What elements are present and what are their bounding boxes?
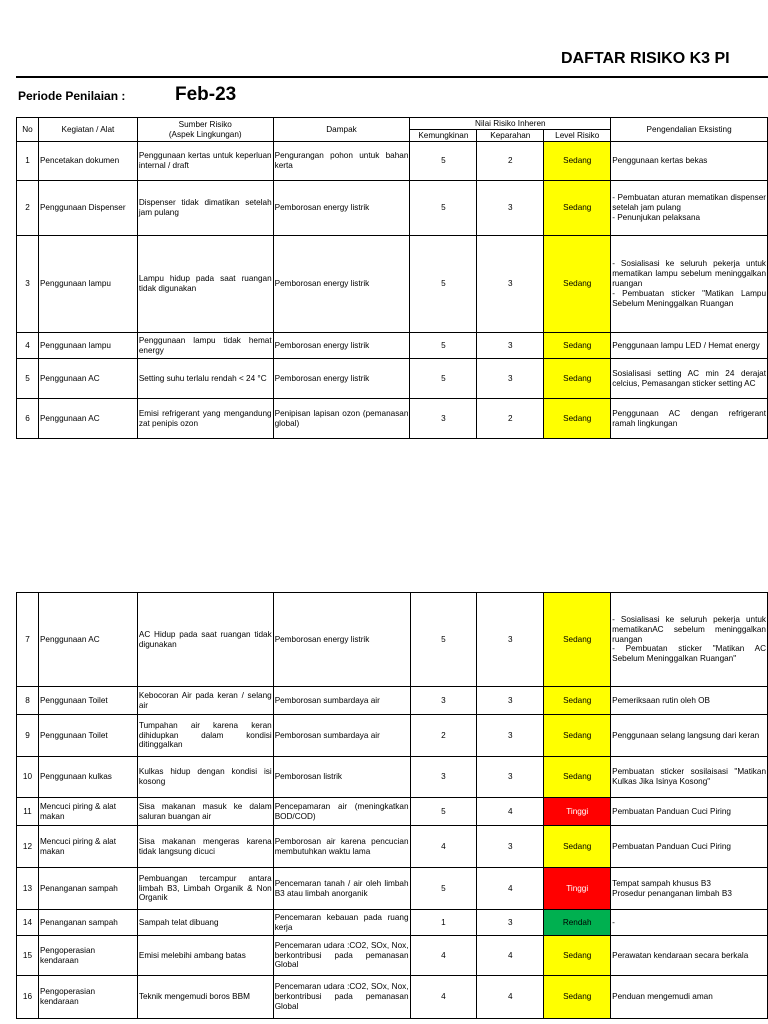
row-no: 13 [17, 868, 39, 910]
row-sumber: Sisa makanan mengeras karena tidak langsung dicuci [137, 826, 273, 868]
table-body-top [17, 142, 768, 439]
table-row [17, 798, 768, 826]
row-no: 3 [17, 236, 39, 333]
row-dampak: Pengurangan pohon untuk bahan kerta [273, 142, 410, 181]
table-row [17, 910, 768, 936]
row-sumber: Sisa makanan masuk ke dalam saluran buangan air [137, 798, 273, 826]
row-kemungkinan: 3 [410, 757, 477, 798]
row-kemungkinan: 4 [410, 976, 477, 1019]
row-level: Sedang [544, 359, 611, 399]
row-no: 16 [17, 976, 39, 1019]
table-row [17, 142, 768, 181]
row-level: Tinggi [544, 868, 611, 910]
table-body-bottom [17, 593, 768, 1019]
row-dampak: Pemborosan energy listrik [273, 181, 410, 236]
period-value: Feb-23 [175, 84, 237, 105]
row-sumber: Setting suhu terlalu rendah < 24 °C [137, 359, 273, 399]
row-no: 15 [17, 936, 39, 976]
table-row [17, 593, 768, 687]
row-kemungkinan: 5 [410, 181, 477, 236]
row-pengendalian: Penduan mengemudi aman [611, 976, 768, 1019]
row-pengendalian: Tempat sampah khusus B3 Prosedur penanganan limbah B3 [611, 868, 768, 910]
row-sumber: Lampu hidup pada saat ruangan tidak digunakan [137, 236, 273, 333]
row-keparahan: 2 [477, 142, 544, 181]
row-pengendalian: - Sosialisasi ke seluruh pekerja untuk mematikan lampu sebelum meninggalkan ruangan - Pembuatan sticker "Matikan Lampu Sebelum Meninggalkan Ruangan [611, 236, 768, 333]
header-kemungkinan: Kemungkinan [410, 130, 477, 142]
row-level: Sedang [544, 757, 611, 798]
table-row [17, 715, 768, 757]
row-keparahan: 3 [477, 687, 544, 715]
header-nilai: Nilai Risiko Inheren [410, 118, 611, 130]
table-row [17, 936, 768, 976]
period-label: Periode Penilaian : [18, 89, 126, 103]
row-kegiatan: Penanganan sampah [38, 910, 137, 936]
row-pengendalian: Pemeriksaan rutin oleh OB [611, 687, 768, 715]
header-sumber [137, 118, 273, 142]
row-dampak: Pencepamaran air (meningkatkan BOD/COD) [273, 798, 410, 826]
row-keparahan: 3 [477, 757, 544, 798]
row-level: Tinggi [544, 798, 611, 826]
row-sumber: Emisi refrigerant yang mengandung zat penipis ozon [137, 399, 273, 439]
row-keparahan: 4 [477, 976, 544, 1019]
row-kegiatan: Penggunaan AC [38, 399, 137, 439]
row-pengendalian: - Sosialisasi ke seluruh pekerja untuk mematikanAC sebelum meninggalkan ruangan - Pembuatan sticker "Matikan AC Sebelum Meninggalkan Ruangan" [611, 593, 768, 687]
row-keparahan: 3 [477, 333, 544, 359]
row-dampak: Pemborosan energy listrik [273, 236, 410, 333]
row-dampak: Pencemaran tanah / air oleh limbah B3 atau limbah anorganik [273, 868, 410, 910]
table-row [17, 236, 768, 333]
row-sumber: AC Hidup pada saat ruangan tidak digunakan [137, 593, 273, 687]
row-dampak: Penipisan lapisan ozon (pemanasan global) [273, 399, 410, 439]
row-kegiatan: Mencuci piring & alat makan [38, 798, 137, 826]
row-no: 6 [17, 399, 39, 439]
row-kemungkinan: 4 [410, 826, 477, 868]
row-kegiatan: Pengoperasian kendaraan [38, 936, 137, 976]
header-sumber-line1: Sumber Risiko [178, 119, 232, 129]
header-no: No [17, 118, 39, 142]
row-kemungkinan: 3 [410, 399, 477, 439]
row-level: Rendah [544, 910, 611, 936]
row-kegiatan: Penggunaan AC [38, 359, 137, 399]
row-no: 1 [17, 142, 39, 181]
row-pengendalian: Sosialisasi setting AC min 24 derajat celcius, Pemasangan sticker setting AC [611, 359, 768, 399]
row-dampak: Pencemaran kebauan pada ruang kerja [273, 910, 410, 936]
table-row [17, 826, 768, 868]
row-level: Sedang [544, 333, 611, 359]
table-row [17, 687, 768, 715]
row-sumber: Emisi melebihi ambang batas [137, 936, 273, 976]
table-row [17, 757, 768, 798]
row-level: Sedang [544, 399, 611, 439]
row-pengendalian: Penggunaan AC dengan refrigerant ramah lingkungan [611, 399, 768, 439]
row-dampak: Pemborosan air karena pencucian membutuhkan waktu lama [273, 826, 410, 868]
row-kemungkinan: 5 [410, 359, 477, 399]
row-level: Sedang [544, 142, 611, 181]
row-keparahan: 3 [477, 910, 544, 936]
row-kegiatan: Penggunaan lampu [38, 236, 137, 333]
row-level: Sedang [544, 936, 611, 976]
row-dampak: Pencemaran udara :CO2, SOx, Nox, berkontribusi pada pemanasan Global [273, 936, 410, 976]
row-dampak: Pemborosan energy listrik [273, 333, 410, 359]
row-keparahan: 3 [477, 359, 544, 399]
header-sumber-line2: (Aspek Lingkungan) [168, 129, 242, 139]
row-kegiatan: Mencuci piring & alat makan [38, 826, 137, 868]
row-keparahan: 2 [477, 399, 544, 439]
row-kemungkinan: 1 [410, 910, 477, 936]
row-sumber: Teknik mengemudi boros BBM [137, 976, 273, 1019]
row-dampak: Pencemaran udara :CO2, SOx, Nox, berkontribusi pada pemanasan Global [273, 976, 410, 1019]
table-row [17, 399, 768, 439]
row-kegiatan: Penggunaan AC [38, 593, 137, 687]
row-level: Sedang [544, 715, 611, 757]
row-dampak: Pemborosan energy listrik [273, 359, 410, 399]
row-pengendalian: Pembuatan Panduan Cuci Piring [611, 798, 768, 826]
row-no: 7 [17, 593, 39, 687]
row-level: Sedang [544, 236, 611, 333]
row-no: 8 [17, 687, 39, 715]
row-no: 4 [17, 333, 39, 359]
row-sumber: Kebocoran Air pada keran / selang air [137, 687, 273, 715]
table-row [17, 181, 768, 236]
header-keparahan: Keparahan [477, 130, 544, 142]
row-level: Sedang [544, 687, 611, 715]
row-keparahan: 3 [477, 593, 544, 687]
row-dampak: Pemborosan listrik [273, 757, 410, 798]
row-pengendalian: Penggunaan kertas bekas [611, 142, 768, 181]
row-level: Sedang [544, 826, 611, 868]
document-title: DAFTAR RISIKO K3 PI [561, 50, 730, 67]
row-kegiatan: Penggunaan Toilet [38, 687, 137, 715]
row-kegiatan: Penggunaan lampu [38, 333, 137, 359]
table-header-row [17, 118, 768, 130]
row-pengendalian: - [611, 910, 768, 936]
row-sumber: Penggunaan kertas untuk keperluan internal / draft [137, 142, 273, 181]
row-kegiatan: Penggunaan kulkas [38, 757, 137, 798]
header-kegiatan: Kegiatan / Alat [38, 118, 137, 142]
row-kemungkinan: 4 [410, 936, 477, 976]
table-row [17, 359, 768, 399]
row-sumber: Dispenser tidak dimatikan setelah jam pulang [137, 181, 273, 236]
row-kemungkinan: 5 [410, 236, 477, 333]
row-level: Sedang [544, 181, 611, 236]
row-no: 14 [17, 910, 39, 936]
row-pengendalian: Penggunaan selang langsung dari keran [611, 715, 768, 757]
row-keparahan: 3 [477, 715, 544, 757]
row-kegiatan: Pencetakan dokumen [38, 142, 137, 181]
row-kegiatan: Penggunaan Toilet [38, 715, 137, 757]
row-keparahan: 3 [477, 236, 544, 333]
row-keparahan: 4 [477, 936, 544, 976]
row-sumber: Tumpahan air karena keran dihidupkan dalam kondisi ditinggalkan [137, 715, 273, 757]
row-pengendalian: Pembuatan Panduan Cuci Piring [611, 826, 768, 868]
row-pengendalian: Perawatan kendaraan secara berkala [611, 936, 768, 976]
row-level: Sedang [544, 976, 611, 1019]
row-dampak: Pemborosan sumbardaya air [273, 687, 410, 715]
row-keparahan: 3 [477, 181, 544, 236]
row-sumber: Sampah telat dibuang [137, 910, 273, 936]
row-sumber: Pembuangan tercampur antara limbah B3, Limbah Organik & Non Organik [137, 868, 273, 910]
header-pengendalian: Pengendalian Eksisting [611, 118, 768, 142]
row-pengendalian: - Pembuatan aturan mematikan dispenser setelah jam pulang - Penunjukan pelaksana [611, 181, 768, 236]
row-kegiatan: Penanganan sampah [38, 868, 137, 910]
risk-table-bottom [16, 592, 768, 1019]
row-no: 5 [17, 359, 39, 399]
row-pengendalian: Penggunaan lampu LED / Hemat energy [611, 333, 768, 359]
row-kemungkinan: 5 [410, 798, 477, 826]
row-kemungkinan: 5 [410, 868, 477, 910]
row-dampak: Pemborosan energy listrik [273, 593, 410, 687]
row-no: 10 [17, 757, 39, 798]
row-keparahan: 4 [477, 798, 544, 826]
row-sumber: Penggunaan lampu tidak hemat energy [137, 333, 273, 359]
row-kegiatan: Pengoperasian kendaraan [38, 976, 137, 1019]
risk-table-top [16, 117, 768, 439]
row-keparahan: 3 [477, 826, 544, 868]
row-keparahan: 4 [477, 868, 544, 910]
row-no: 11 [17, 798, 39, 826]
row-kemungkinan: 5 [410, 593, 477, 687]
row-kemungkinan: 3 [410, 687, 477, 715]
row-pengendalian: Pembuatan sticker sosilaisasi "Matikan Kulkas Jika Isinya Kosong" [611, 757, 768, 798]
row-no: 2 [17, 181, 39, 236]
row-kegiatan: Penggunaan Dispenser [38, 181, 137, 236]
row-dampak: Pemborosan sumbardaya air [273, 715, 410, 757]
row-kemungkinan: 5 [410, 142, 477, 181]
table-row [17, 868, 768, 910]
row-kemungkinan: 2 [410, 715, 477, 757]
table-row [17, 333, 768, 359]
row-no: 9 [17, 715, 39, 757]
row-kemungkinan: 5 [410, 333, 477, 359]
row-level: Sedang [544, 593, 611, 687]
row-no: 12 [17, 826, 39, 868]
title-divider [16, 76, 768, 78]
header-dampak: Dampak [273, 118, 410, 142]
header-level: Level Risiko [544, 130, 611, 142]
table-row [17, 976, 768, 1019]
row-sumber: Kulkas hidup dengan kondisi isi kosong [137, 757, 273, 798]
